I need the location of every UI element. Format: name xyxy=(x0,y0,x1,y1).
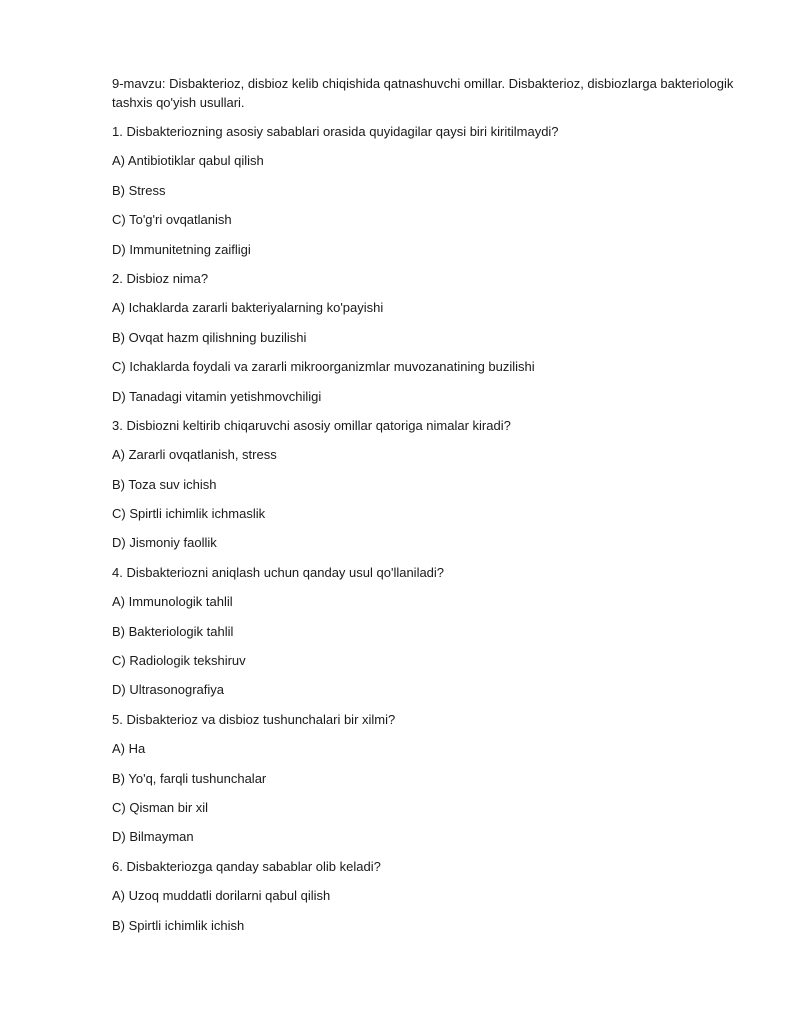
answer-option: A) Ha xyxy=(112,741,146,757)
answer-option: A) Antibiotiklar qabul qilish xyxy=(112,153,264,169)
answer-option: C) Qisman bir xil xyxy=(112,799,209,815)
question-text: 2. Disbioz nima? xyxy=(112,270,209,286)
answer-option: B) Stress xyxy=(112,182,166,198)
answer-option: B) Yo'q, farqli tushunchalar xyxy=(112,770,267,786)
answer-option: C) Radiologik tekshiruv xyxy=(112,653,246,669)
question-text: 4. Disbakteriozni aniqlash uchun qanday usul qo'llaniladi? xyxy=(112,564,445,580)
question-list xyxy=(112,122,752,935)
answer-option: C) To'g'ri ovqatlanish xyxy=(112,212,232,228)
document-page xyxy=(112,74,752,945)
question-text: 1. Disbakteriozning asosiy sabablari orasida quyidagilar qaysi biri kiritilmaydi? xyxy=(112,124,559,139)
answer-option: C) Spirtli ichimlik ichmaslik xyxy=(112,506,266,522)
answer-option: A) Uzoq muddatli dorilarni qabul qilish xyxy=(112,888,331,904)
answer-option: D) Bilmayman xyxy=(112,829,194,845)
question-text: 5. Disbakterioz va disbioz tushunchalari bir xilmi? xyxy=(112,711,396,727)
answer-option: B) Ovqat hazm qilishning buzilishi xyxy=(112,329,307,345)
answer-option: A) Ichaklarda zararli bakteriyalarning ko'payishi xyxy=(112,300,384,316)
answer-option: D) Immunitetning zaifligi xyxy=(112,241,251,257)
answer-option: D) Jismoniy faollik xyxy=(112,535,217,551)
answer-option: B) Toza suv ichish xyxy=(112,476,217,492)
answer-option: B) Bakteriologik tahlil xyxy=(112,623,234,639)
answer-option: A) Zararli ovqatlanish, stress xyxy=(112,447,277,463)
answer-option: B) Spirtli ichimlik ichish xyxy=(112,917,245,933)
question-text: 3. Disbiozni keltirib chiqaruvchi asosiy omillar qatoriga nimalar kiradi? xyxy=(112,417,511,433)
answer-option: D) Ultrasonografiya xyxy=(112,682,224,698)
document-title: 9-mavzu: Disbakterioz, disbioz kelib chiqishida qatnashuvchi omillar. Disbakterioz, disbiozlarga bakteriologik tashxis qo'yish usullari. xyxy=(112,76,734,110)
answer-option: D) Tanadagi vitamin yetishmovchiligi xyxy=(112,388,322,404)
question-text: 6. Disbakteriozga qanday sabablar olib keladi? xyxy=(112,858,381,874)
answer-option: A) Immunologik tahlil xyxy=(112,594,233,610)
answer-option: C) Ichaklarda foydali va zararli mikroorganizmlar muvozanatining buzilishi xyxy=(112,359,535,375)
